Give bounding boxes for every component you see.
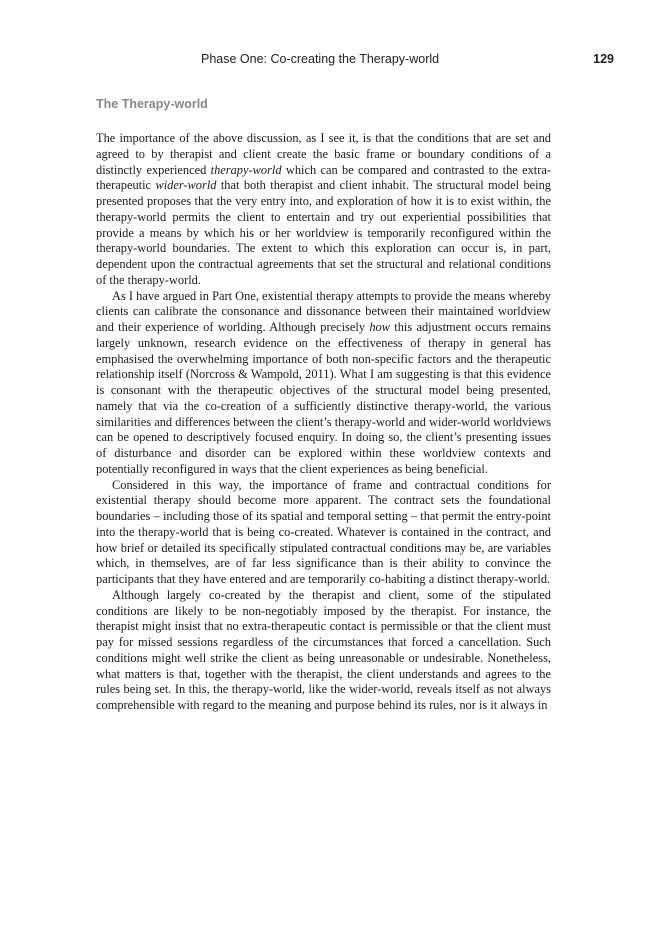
italic-term: therapy-world: [210, 162, 282, 177]
paragraph: [96, 478, 551, 588]
text-run: Although largely co-created by the therapist and client, some of the stipulated conditions are likely to be non-negotiably imposed by the therapist. For instance, the therapist might insist that no extra-therapeutic contact is permissible or that the client must pay for missed sessions regardless of the circumstances that forced a cancellation. Such conditions might well strike the client as being unreasonable or undesirable. Nonetheless, what matters is that, together with the therapist, the client understands and agrees to the rules being set. In this, the therapy-world, like the wider-world, reveals itself as not always comprehensible with regard to the meaning and purpose behind its rules, nor is it always in: [96, 587, 551, 712]
text-run: The importance of the above discussion, as I see it, is that the conditions that are set and agreed to by therapist and client create the basic frame or boundary conditions of a distinctly experienced: [96, 131, 551, 177]
paragraph: [96, 131, 551, 289]
text-run: that both therapist and client inhabit. The structural model being presented proposes that the very entry into, and exploration of how it is to exist within, the therapy-world permits the client to entertain and try out experiential possibilities that provide a means by which his or her worldview is temporarily reconfigured within the therapy-world boundaries. The extent to which this exploration can occur is, in part, dependent upon the contractual agreements that set the structural and relational conditions of the therapy-world.: [96, 178, 551, 287]
page-number: 129: [593, 52, 614, 66]
paragraph: [96, 588, 551, 714]
paragraph: [96, 289, 551, 478]
body-text: [96, 131, 551, 714]
text-run: which can be compared and contrasted to the extra-therapeutic: [96, 162, 552, 193]
italic-term: how: [369, 320, 390, 334]
text-run: As I have argued in Part One, existential therapy attempts to provide the means whereby clients can calibrate the consonance and dissonance between their maintained worldview and their experience of worlding. Although precisely: [96, 288, 551, 334]
text-run: this adjustment occurs remains largely unknown, research evidence on the effectiveness of therapy in general has emphasised the overwhelming importance of both non-specific factors and the therapeutic relationship itself (Norcross & Wampold, 2011). What I am suggesting is that this evidence is consonant with the therapeutic objectives of the structural model being presented, namely that via the co-creation of a sufficiently distinctive therapy-world, the various similarities and differences between the client’s therapy-world and wider-world worldviews can be opened to descriptively focused enquiry. In doing so, the client’s presenting issues of disturbance and disorder can be explored within these worldview contexts and potentially reconfigured in ways that the client experiences as being beneficial.: [96, 320, 551, 476]
text-run: Considered in this way, the importance of frame and contractual conditions for existential therapy should become more apparent. The contract sets the foundational boundaries – including those of its spatial and temporal setting – that permit the entry-point into the therapy-world that is being co-created. Whatever is contained in the contract, and how brief or detailed its specifically stipulated contractual conditions may be, are variables which, in themselves, are of far less significance than is their ability to convince the participants that they have entered and are temporarily co-habiting a distinct therapy-world.: [96, 477, 551, 586]
section-heading: The Therapy-world: [96, 97, 208, 111]
running-head: [201, 52, 614, 66]
running-title: Phase One: Co-creating the Therapy-world: [201, 52, 440, 66]
italic-term: wider-world: [155, 178, 217, 193]
